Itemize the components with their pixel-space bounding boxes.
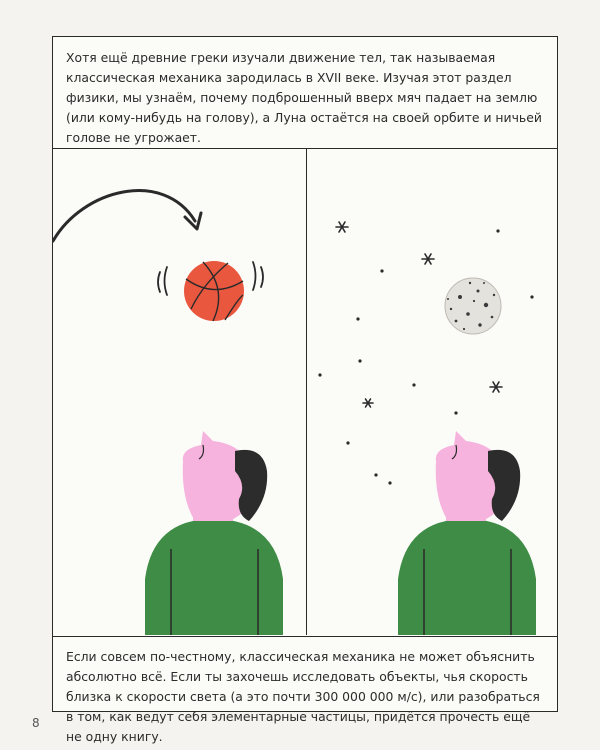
moon-icon (445, 278, 501, 334)
intro-paragraph: Хотя ещё древние греки изучали движение тел, так называемая классическая механика зародилась в XVII веке. Изучая этот раздел физики, мы узнаём, почему подброшенный вверх мяч падает на землю (или кому-нибудь на голову), а Луна остаётся на своей орбите и ничьей голове не угрожает. (66, 50, 542, 145)
outro-paragraph: Если совсем по-честному, классическая механика не может объяснить абсолютно всё. Если ты захочешь исследовать объекты, чья скорость близка к скорости света (а это почти 300 000 000 м/с), или разобраться в том, как ведут себя элементарные частицы, придётся прочесть ещё не одну книгу. (66, 649, 540, 744)
person-looking-up-left (145, 431, 283, 635)
ball-illustration (53, 149, 306, 635)
outro-text-box (53, 637, 557, 744)
panel-ball (53, 149, 307, 635)
panel-moon (308, 149, 557, 635)
comic-frame (52, 36, 558, 744)
page-number: 8 (32, 716, 40, 730)
shirt (398, 519, 536, 635)
trajectory-arrow (53, 191, 195, 241)
basketball-icon (184, 261, 244, 321)
person-looking-up-right (398, 431, 536, 635)
shirt (145, 519, 283, 635)
illustration-panels (53, 149, 557, 637)
intro-text-box (53, 37, 557, 149)
moon-illustration (308, 149, 557, 635)
